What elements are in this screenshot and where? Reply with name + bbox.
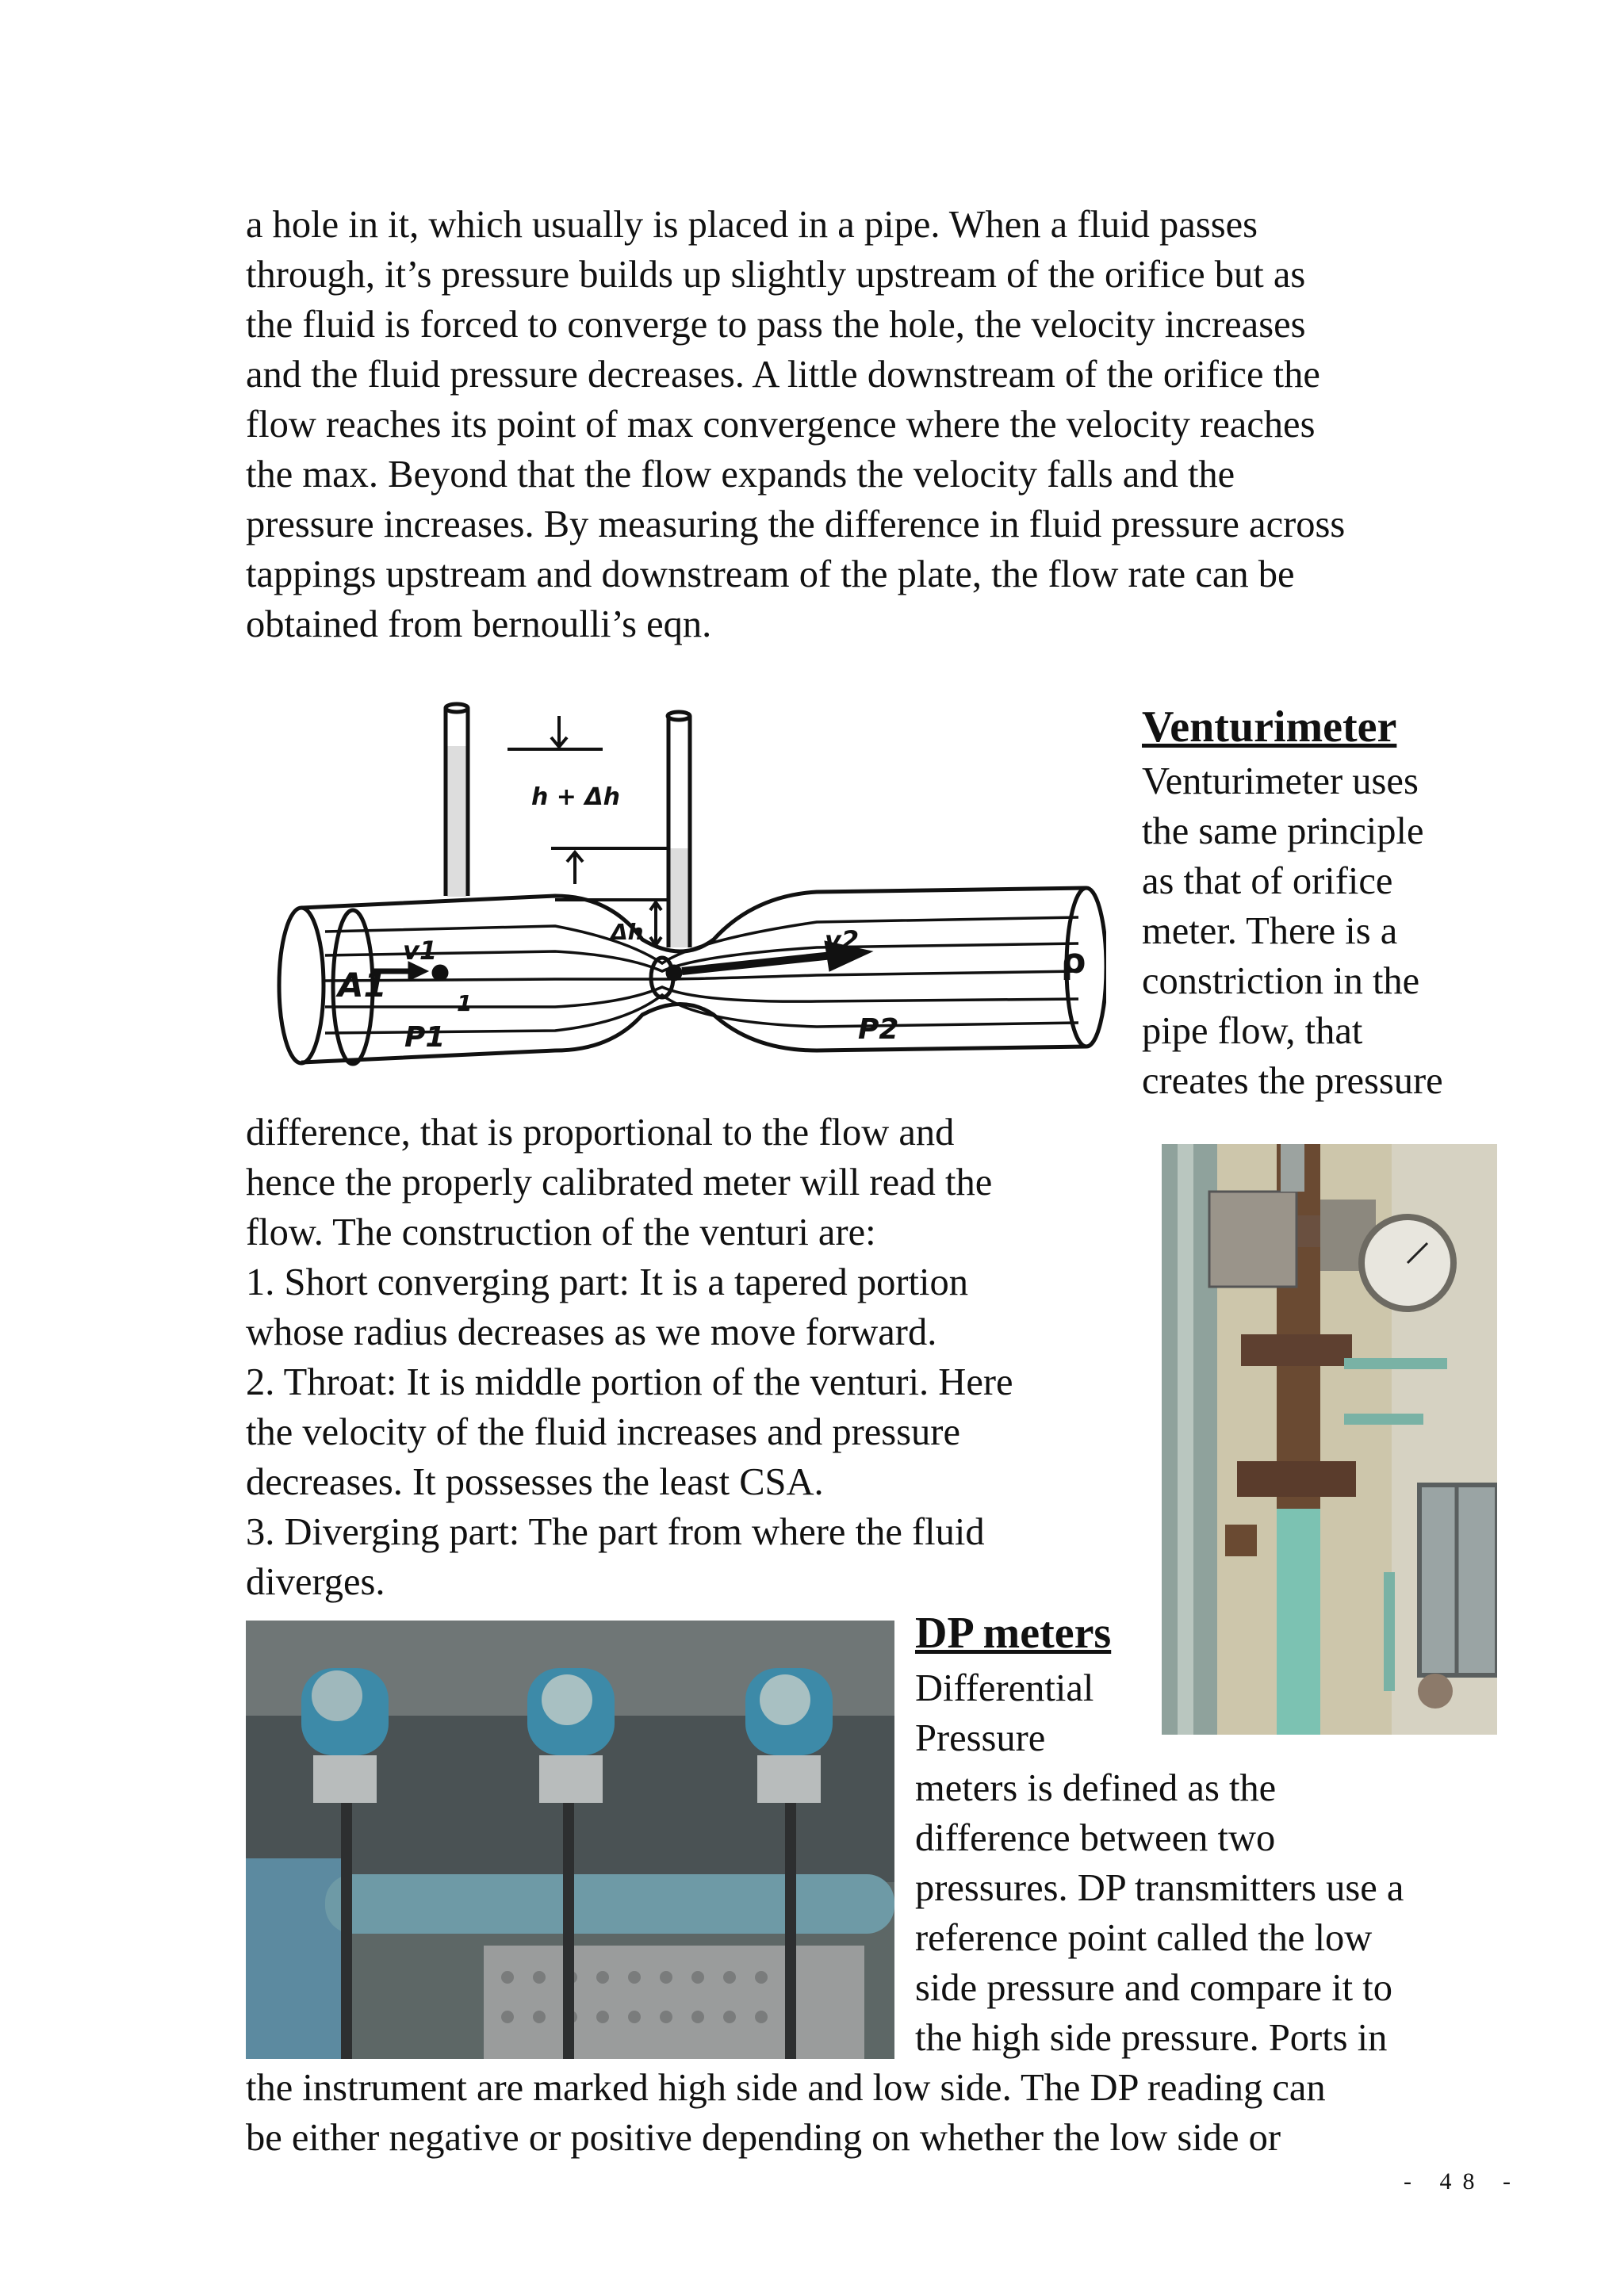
page-number: - 48 - bbox=[1404, 2168, 1522, 2195]
diagram-label-a1: A1 bbox=[338, 966, 387, 1004]
text-line: pressures. DP transmitters use a bbox=[915, 1867, 1404, 1909]
diagram-label-h-plus-dh: h + Δh bbox=[531, 783, 620, 811]
text-line: constriction in the bbox=[1142, 960, 1420, 1002]
text-line: side pressure and compare it to bbox=[915, 1967, 1393, 2009]
text-line: decreases. It possesses the least CSA. bbox=[246, 1461, 824, 1503]
dp-meters-photo bbox=[246, 1621, 894, 2059]
diagram-label-dh: Δh bbox=[611, 919, 644, 945]
text-line: flow reaches its point of max convergence where the velocity reaches bbox=[246, 404, 1316, 446]
text-line: difference, that is proportional to the flow and bbox=[246, 1112, 955, 1154]
text-line: the velocity of the fluid increases and pressure bbox=[246, 1411, 960, 1453]
text-line: flow. The construction of the venturi are: bbox=[246, 1211, 876, 1253]
text-line: Venturimeter uses bbox=[1142, 760, 1419, 802]
venturimeter-photo bbox=[1162, 1144, 1497, 1735]
diagram-label-p2: P2 bbox=[858, 1013, 899, 1046]
text-line: be either negative or positive depending on whether the low side or bbox=[246, 2117, 1281, 2159]
text-line: diverges. bbox=[246, 1561, 385, 1603]
diagram-label-v1: v1 bbox=[403, 936, 438, 966]
text-line: whose radius decreases as we move forward. bbox=[246, 1311, 937, 1353]
text-line: through, it’s pressure builds up slightly upstream of the orifice but as bbox=[246, 254, 1306, 296]
text-line: difference between two bbox=[915, 1817, 1276, 1859]
text-line: pressure increases. By measuring the difference in fluid pressure across bbox=[246, 503, 1346, 545]
text-line: Pressure bbox=[915, 1717, 1046, 1759]
text-line: the fluid is forced to converge to pass the hole, the velocity increases bbox=[246, 304, 1306, 346]
text-line: 3. Diverging part: The part from where the fluid bbox=[246, 1511, 985, 1553]
text-line: meter. There is a bbox=[1142, 910, 1398, 952]
text-line: the high side pressure. Ports in bbox=[915, 2017, 1388, 2059]
dp-meters-heading: DP meters bbox=[915, 1609, 1112, 1658]
diagram-label-p1: P1 bbox=[404, 1021, 446, 1054]
text-line: the instrument are marked high side and low side. The DP reading can bbox=[246, 2067, 1326, 2109]
text-line: pipe flow, that bbox=[1142, 1010, 1363, 1052]
diagram-label-rho: ρ bbox=[1061, 941, 1086, 982]
text-line: hence the properly calibrated meter will read the bbox=[246, 1161, 993, 1203]
text-line: the max. Beyond that the flow expands the velocity falls and the bbox=[246, 453, 1235, 496]
text-line: meters is defined as the bbox=[915, 1767, 1277, 1809]
text-line: and the fluid pressure decreases. A little downstream of the orifice the bbox=[246, 354, 1320, 396]
text-line: tappings upstream and downstream of the plate, the flow rate can be bbox=[246, 553, 1295, 595]
text-line: the same principle bbox=[1142, 810, 1424, 852]
text-line: reference point called the low bbox=[915, 1917, 1373, 1959]
venturimeter-heading: Venturimeter bbox=[1142, 702, 1397, 752]
venturi-diagram bbox=[270, 702, 1106, 1070]
diagram-label-v2: v2 bbox=[825, 925, 860, 955]
text-line: Differential bbox=[915, 1667, 1094, 1709]
text-line: obtained from bernoulli’s eqn. bbox=[246, 603, 712, 645]
text-line: a hole in it, which usually is placed in a pipe. When a fluid passes bbox=[246, 204, 1258, 246]
text-line: as that of orifice bbox=[1142, 860, 1393, 902]
diagram-label-point-1: 1 bbox=[457, 990, 473, 1016]
text-line: 1. Short converging part: It is a tapered portion bbox=[246, 1261, 968, 1303]
text-line: creates the pressure bbox=[1142, 1060, 1443, 1102]
text-line: 2. Throat: It is middle portion of the venturi. Here bbox=[246, 1361, 1013, 1403]
